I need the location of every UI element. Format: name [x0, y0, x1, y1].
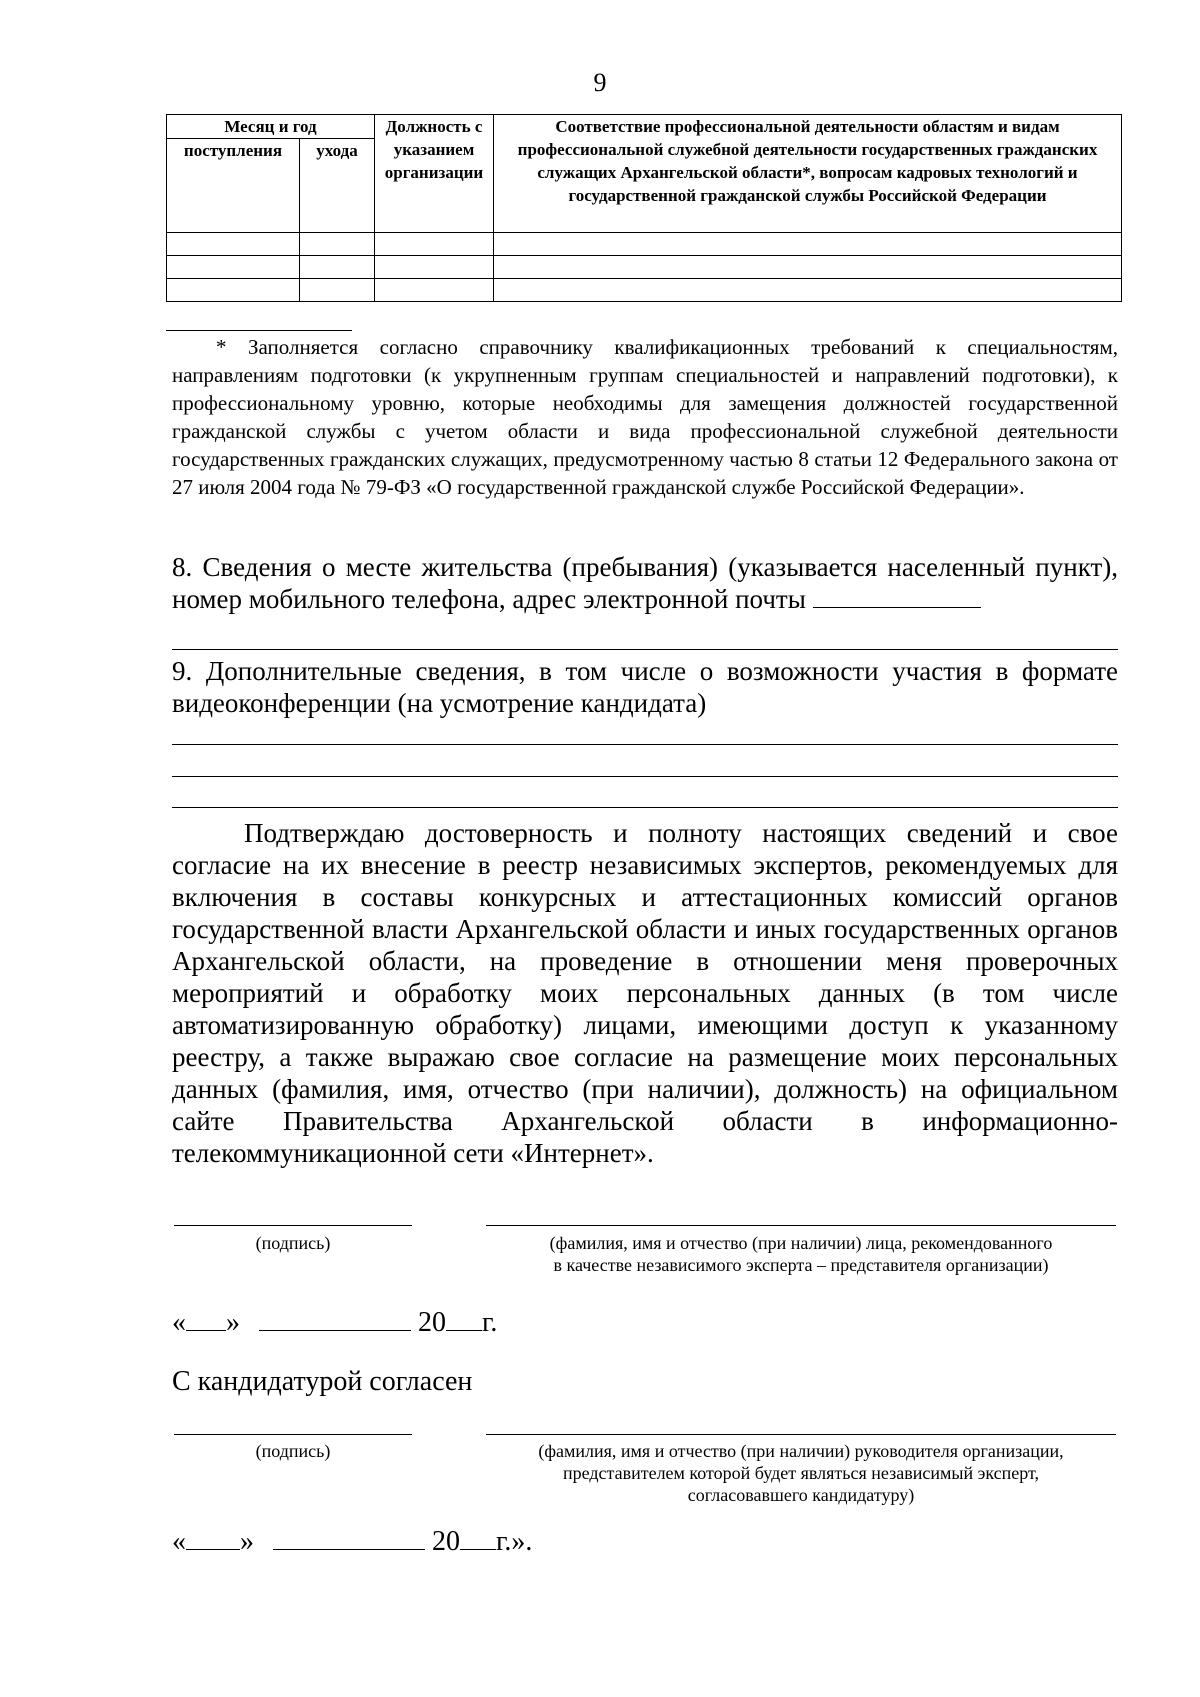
table-row: [167, 279, 1122, 302]
name-caption-1-line-1: (фамилия, имя и отчество (при наличии) лица, рекомендованного: [549, 1233, 1053, 1253]
name-line-1[interactable]: [486, 1225, 1116, 1226]
name-caption-1-line-2: в качестве независимого эксперта – представителя организации): [553, 1255, 1049, 1275]
table-cell[interactable]: [300, 233, 375, 256]
name-caption-2-line-2: представителем которой будет являться независимый эксперт,: [562, 1463, 1040, 1483]
table-cell[interactable]: [300, 279, 375, 302]
header-position: Должность с указанием организации: [375, 115, 494, 233]
table-cell[interactable]: [375, 233, 494, 256]
item-9-fill-line-2[interactable]: [172, 776, 1118, 777]
item-8-blank[interactable]: [813, 583, 981, 608]
date-2-open-quote: «: [172, 1526, 186, 1557]
date-2-year-blank[interactable]: [460, 1525, 496, 1550]
item-9-fill-line-1[interactable]: [172, 744, 1118, 745]
header-exit: ухода: [300, 139, 375, 233]
table-cell[interactable]: [167, 279, 300, 302]
signature-line-2[interactable]: [174, 1434, 412, 1435]
table-row: [167, 256, 1122, 279]
date-1: [172, 1306, 497, 1339]
employment-table: [166, 114, 1122, 302]
name-caption-2-line-3: согласовавшего кандидатуру): [687, 1485, 915, 1505]
signature-caption-2: (подпись): [255, 1441, 331, 1461]
table-cell[interactable]: [494, 279, 1122, 302]
signature-line-1[interactable]: [174, 1225, 412, 1226]
date-1-year-prefix: 20: [418, 1307, 446, 1338]
name-line-2[interactable]: [486, 1434, 1116, 1435]
page-number: 9: [593, 68, 607, 97]
table-cell[interactable]: [375, 256, 494, 279]
table-cell[interactable]: [167, 233, 300, 256]
date-2-day-blank[interactable]: [186, 1525, 240, 1550]
table-cell[interactable]: [375, 279, 494, 302]
item-9: 9. Дополнительные сведения, в том числе о возможности участия в формате видеоконференции (на усмотрение кандидата): [172, 656, 1118, 718]
table-cell[interactable]: [494, 256, 1122, 279]
item-8: [172, 551, 1118, 615]
date-2-close-quote: »: [240, 1526, 254, 1557]
header-entry: поступления: [167, 139, 300, 233]
date-1-year-blank[interactable]: [446, 1306, 482, 1331]
item-8-text: 8. Сведения о месте жительства (пребывания) (указывается населенный пункт), номер мобильного телефона, адрес электронной почты: [172, 552, 1118, 614]
name-caption-2: [486, 1440, 1116, 1506]
date-2: [172, 1525, 532, 1558]
date-2-month-blank[interactable]: [273, 1525, 425, 1550]
date-1-month-blank[interactable]: [259, 1306, 411, 1331]
footnote-rule: [166, 330, 352, 331]
table-cell[interactable]: [167, 256, 300, 279]
header-month-year: Месяц и год: [167, 115, 375, 139]
table-cell[interactable]: [300, 256, 375, 279]
date-1-suffix: г.: [482, 1307, 498, 1338]
footnote: * Заполняется согласно справочнику квалификационных требований к специальностям, направлениям подготовки (к укрупненным группам специальностей и направлений подготовки), к профессиональному уровню, которые необходимы для замещения должностей государственной гражданской службы с учетом области и вида профессиональной служебной деятельности государственных гражданских служащих, предусмотренному частью 8 статьи 12 Федерального закона от 27 июля 2004 года № 79-ФЗ «О государственной гражданской службе Российской Федерации».: [172, 335, 1118, 499]
date-1-open-quote: «: [172, 1307, 186, 1338]
header-correspondence: Соответствие профессиональной деятельности областям и видам профессиональной служебной деятельности государственных гражданских служащих Архангельской области*, вопросам кадровых технологий и государственной гражданской службы Российской Федерации: [494, 115, 1122, 233]
item-9-fill-line-3[interactable]: [172, 807, 1118, 808]
date-2-year-prefix: 20: [432, 1526, 460, 1557]
date-1-day-blank[interactable]: [186, 1306, 226, 1331]
name-caption-2-line-1: (фамилия, имя и отчество (при наличии) руководителя организации,: [538, 1441, 1064, 1461]
date-2-suffix: г.».: [496, 1526, 533, 1557]
date-1-close-quote: »: [226, 1307, 240, 1338]
item-8-fill-line[interactable]: [172, 649, 1118, 650]
agreement-label: С кандидатурой согласен: [172, 1366, 473, 1397]
table-cell[interactable]: [494, 233, 1122, 256]
name-caption-1: [486, 1232, 1116, 1276]
table-row: [167, 233, 1122, 256]
signature-caption-1: (подпись): [255, 1233, 331, 1253]
table-header-row-1: [167, 115, 1122, 139]
confirmation-paragraph: Подтверждаю достоверность и полноту настоящих сведений и свое согласие на их внесение в реестр независимых экспертов, рекомендуемых для включения в составы конкурсных и аттестационных комиссий органов государственной власти Архангельской области и иных государственных органов Архангельской области, на проведение в отношении меня проверочных мероприятий и обработку моих персональных данных (в том числе автоматизированную обработку) лицами, имеющими доступ к указанному реестру, а также выражаю свое согласие на размещение моих персональных данных (фамилия, имя, отчество (при наличии), должность) на официальном сайте Правительства Архангельской области в информационно-телекоммуникационной сети «Интернет».: [172, 818, 1118, 1168]
